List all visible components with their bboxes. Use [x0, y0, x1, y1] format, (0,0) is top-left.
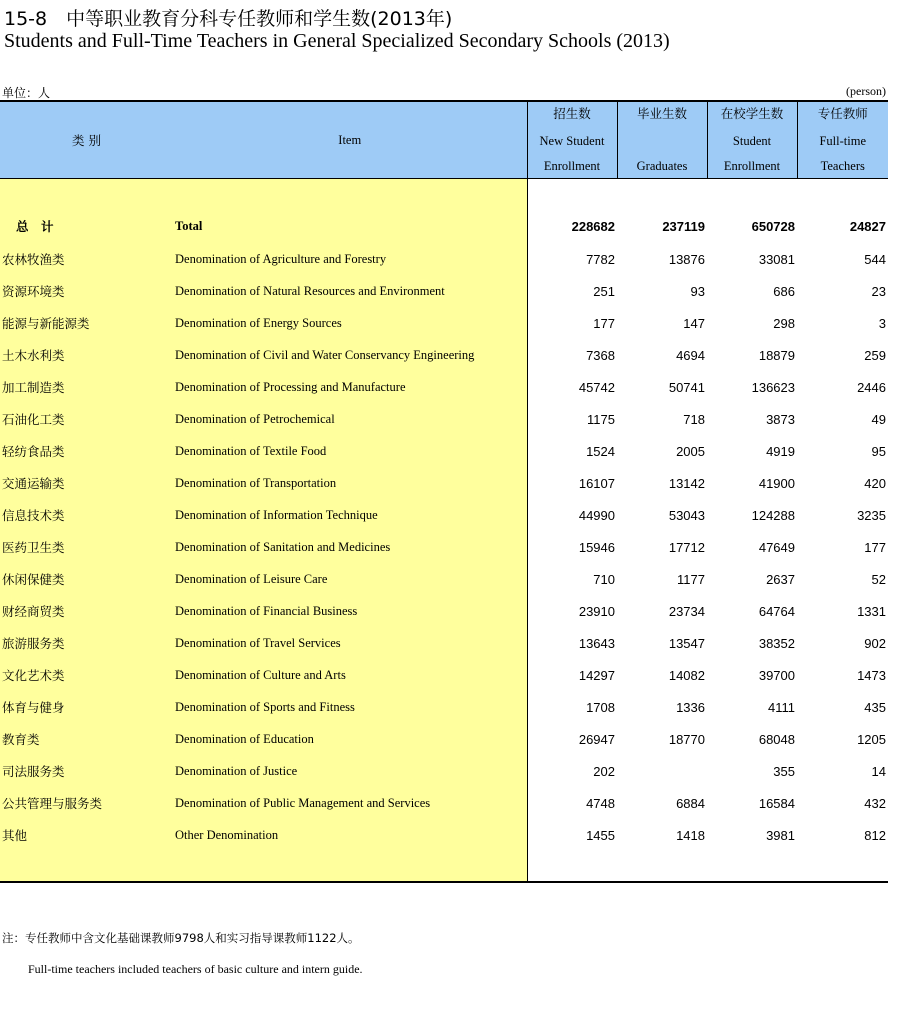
- row-graduates: 93: [690, 283, 705, 299]
- table-row: [0, 787, 888, 819]
- row-graduates: 18770: [668, 731, 705, 747]
- total-new-enrollment: 228682: [571, 218, 615, 234]
- row-teachers: 1473: [857, 667, 886, 683]
- row-label-cn: 其他: [0, 819, 173, 851]
- row-new-enrollment: 710: [593, 571, 615, 587]
- header-new-enrollment-en2: Enrollment: [543, 159, 601, 173]
- row-graduates: 50741: [668, 379, 705, 395]
- title-chinese: 15-8 中等职业教育分科专任教师和学生数(2013年): [4, 8, 453, 30]
- row-teachers: 95: [871, 443, 886, 459]
- unit-label-chinese: 单位：人: [2, 86, 51, 100]
- statistics-table: [0, 100, 888, 883]
- row-label-cn: 文化艺术类: [0, 659, 173, 691]
- row-label-en: Denomination of Information Technique: [173, 499, 527, 531]
- row-new-enrollment: 14297: [578, 667, 615, 683]
- row-student-enrollment: 18879: [758, 347, 795, 363]
- total-graduates: 237119: [662, 218, 705, 234]
- row-label-en: Denomination of Culture and Arts: [173, 659, 527, 691]
- row-label-cn: 信息技术类: [0, 499, 173, 531]
- table-row: [0, 403, 888, 435]
- row-new-enrollment: 251: [593, 283, 615, 299]
- row-label-cn: 交通运输类: [0, 467, 173, 499]
- row-graduates: 4694: [676, 347, 705, 363]
- footnote-english: Full-time teachers included teachers of basic culture and intern guide.: [28, 962, 363, 976]
- header-student-enrollment-cn: 在校学生数: [720, 106, 784, 121]
- row-label-cn: 农林牧渔类: [0, 243, 173, 275]
- table-row: [0, 563, 888, 595]
- row-teachers: 177: [864, 539, 886, 555]
- row-teachers: 902: [864, 635, 886, 651]
- table-row: [0, 339, 888, 371]
- row-teachers: 49: [871, 411, 886, 427]
- table-row: [0, 819, 888, 851]
- row-new-enrollment: 44990: [578, 507, 615, 523]
- row-label-en: Denomination of Energy Sources: [173, 307, 527, 339]
- row-label-en: Denomination of Travel Services: [173, 627, 527, 659]
- row-label-cn: 旅游服务类: [0, 627, 173, 659]
- row-label-en: Denomination of Natural Resources and Environment: [173, 275, 527, 307]
- row-label-en: Denomination of Processing and Manufacture: [173, 371, 527, 403]
- row-label-en: Denomination of Financial Business: [173, 595, 527, 627]
- row-student-enrollment: 47649: [758, 539, 795, 555]
- row-label-en: Denomination of Leisure Care: [173, 563, 527, 595]
- total-student-enrollment: 650728: [751, 218, 795, 234]
- row-label-cn: 教育类: [0, 723, 173, 755]
- header-teachers: [797, 101, 888, 179]
- header-item: Item: [173, 101, 527, 179]
- header-graduates: [617, 101, 707, 179]
- total-row: [0, 209, 888, 243]
- row-graduates: 23734: [668, 603, 705, 619]
- row-teachers: 544: [864, 251, 886, 267]
- row-student-enrollment: 2637: [766, 571, 795, 587]
- row-teachers: 23: [871, 283, 886, 299]
- row-new-enrollment: 23910: [578, 603, 615, 619]
- table-header-row: [0, 101, 888, 179]
- header-graduates-en2: Graduates: [636, 159, 688, 173]
- row-student-enrollment: 686: [773, 283, 795, 299]
- table-row: [0, 659, 888, 691]
- row-graduates: 14082: [668, 667, 705, 683]
- footnote-chinese: 注：专任教师中含文化基础课教师9798人和实习指导课教师1122人。: [2, 931, 360, 945]
- table-row: [0, 243, 888, 275]
- row-student-enrollment: 298: [773, 315, 795, 331]
- header-new-enrollment-cn: 招生数: [553, 106, 591, 121]
- row-student-enrollment: 3981: [766, 827, 795, 843]
- row-graduates: 147: [683, 315, 705, 331]
- row-new-enrollment: 1708: [586, 699, 615, 715]
- row-label-cn: 司法服务类: [0, 755, 173, 787]
- row-teachers: 259: [864, 347, 886, 363]
- row-new-enrollment: 1524: [586, 443, 615, 459]
- row-graduates: 13876: [668, 251, 705, 267]
- row-label-en: Denomination of Civil and Water Conservancy Engineering: [173, 339, 527, 371]
- header-graduates-cn: 毕业生数: [636, 106, 687, 121]
- table-row: [0, 435, 888, 467]
- row-graduates: 718: [683, 411, 705, 427]
- row-student-enrollment: 64764: [758, 603, 795, 619]
- row-graduates: 13547: [668, 635, 705, 651]
- row-student-enrollment: 38352: [758, 635, 795, 651]
- row-student-enrollment: 136623: [751, 379, 795, 395]
- row-new-enrollment: 1175: [587, 411, 615, 427]
- row-teachers: 1205: [857, 731, 886, 747]
- row-graduates: 1418: [676, 827, 705, 843]
- row-student-enrollment: 39700: [758, 667, 795, 683]
- row-new-enrollment: 26947: [578, 731, 615, 747]
- total-label-cn: 总 计: [0, 209, 173, 243]
- row-label-cn: 财经商贸类: [0, 595, 173, 627]
- row-label-cn: 石油化工类: [0, 403, 173, 435]
- row-new-enrollment: 177: [593, 315, 615, 331]
- row-student-enrollment: 33081: [758, 251, 795, 267]
- row-label-cn: 休闲保健类: [0, 563, 173, 595]
- table-row: [0, 723, 888, 755]
- row-new-enrollment: 4748: [586, 795, 615, 811]
- unit-label-english: (person): [846, 84, 886, 98]
- row-label-en: Denomination of Agriculture and Forestry: [173, 243, 527, 275]
- table-row: [0, 627, 888, 659]
- header-new-enrollment-en1: New Student: [539, 134, 605, 148]
- table-row: [0, 531, 888, 563]
- row-label-en: Denomination of Public Management and Services: [173, 787, 527, 819]
- row-student-enrollment: 4111: [768, 699, 795, 715]
- row-teachers: 420: [864, 475, 886, 491]
- row-new-enrollment: 1455: [586, 827, 615, 843]
- header-teachers-en1: Full-time: [819, 134, 867, 148]
- header-new-enrollment: [527, 101, 617, 179]
- row-label-en: Denomination of Education: [173, 723, 527, 755]
- row-label-cn: 体育与健身: [0, 691, 173, 723]
- row-teachers: 14: [871, 763, 886, 779]
- spacer-row: [0, 179, 888, 210]
- row-student-enrollment: 124288: [751, 507, 795, 523]
- header-teachers-cn: 专任教师: [817, 106, 868, 121]
- row-label-cn: 轻纺食品类: [0, 435, 173, 467]
- row-graduates: [617, 755, 707, 787]
- row-teachers: 435: [864, 699, 886, 715]
- row-label-en: Other Denomination: [173, 819, 527, 851]
- row-graduates: 2005: [676, 443, 705, 459]
- row-new-enrollment: 202: [593, 763, 615, 779]
- header-student-enrollment: [707, 101, 797, 179]
- row-label-en: Denomination of Petrochemical: [173, 403, 527, 435]
- table-row: [0, 595, 888, 627]
- header-teachers-en2: Teachers: [820, 159, 865, 173]
- header-student-enrollment-en1: Student: [732, 134, 772, 148]
- table-row: [0, 307, 888, 339]
- row-new-enrollment: 45742: [578, 379, 615, 395]
- table-row: [0, 755, 888, 787]
- row-graduates: 13142: [668, 475, 705, 491]
- row-teachers: 1331: [857, 603, 886, 619]
- total-label-en: Total: [173, 209, 527, 243]
- row-new-enrollment: 16107: [578, 475, 615, 491]
- total-teachers: 24827: [849, 218, 886, 234]
- row-label-en: Denomination of Transportation: [173, 467, 527, 499]
- row-student-enrollment: 3873: [766, 411, 795, 427]
- header-category-cn: 类 别: [0, 101, 173, 179]
- row-teachers: 432: [864, 795, 886, 811]
- header-student-enrollment-en2: Enrollment: [723, 159, 781, 173]
- row-graduates: 6884: [676, 795, 705, 811]
- table-row: [0, 499, 888, 531]
- row-teachers: 52: [871, 571, 886, 587]
- table-row: [0, 467, 888, 499]
- row-label-en: Denomination of Sanitation and Medicines: [173, 531, 527, 563]
- row-new-enrollment: 7368: [586, 347, 615, 363]
- row-student-enrollment: 355: [773, 763, 795, 779]
- row-teachers: 2446: [857, 379, 886, 395]
- table-end-spacer: [0, 851, 888, 882]
- table-row: [0, 691, 888, 723]
- row-student-enrollment: 68048: [758, 731, 795, 747]
- table-row: [0, 275, 888, 307]
- title-english: Students and Full-Time Teachers in General Specialized Secondary Schools (2013): [4, 30, 670, 52]
- row-graduates: 1336: [676, 699, 705, 715]
- row-label-en: Denomination of Textile Food: [173, 435, 527, 467]
- row-student-enrollment: 4919: [766, 443, 795, 459]
- row-label-cn: 公共管理与服务类: [0, 787, 173, 819]
- row-teachers: 812: [864, 827, 886, 843]
- row-teachers: 3235: [857, 507, 886, 523]
- row-label-cn: 加工制造类: [0, 371, 173, 403]
- row-label-en: Denomination of Justice: [173, 755, 527, 787]
- table-row: [0, 371, 888, 403]
- row-teachers: 3: [878, 315, 886, 331]
- row-label-cn: 能源与新能源类: [0, 307, 173, 339]
- row-label-cn: 土木水利类: [0, 339, 173, 371]
- row-graduates: 17712: [668, 539, 705, 555]
- row-student-enrollment: 16584: [758, 795, 795, 811]
- row-graduates: 53043: [668, 507, 705, 523]
- row-student-enrollment: 41900: [758, 475, 795, 491]
- row-new-enrollment: 7782: [586, 251, 615, 267]
- row-label-en: Denomination of Sports and Fitness: [173, 691, 527, 723]
- row-new-enrollment: 13643: [578, 635, 615, 651]
- row-new-enrollment: 15946: [578, 539, 615, 555]
- row-graduates: 1177: [677, 571, 705, 587]
- row-label-cn: 资源环境类: [0, 275, 173, 307]
- row-label-cn: 医药卫生类: [0, 531, 173, 563]
